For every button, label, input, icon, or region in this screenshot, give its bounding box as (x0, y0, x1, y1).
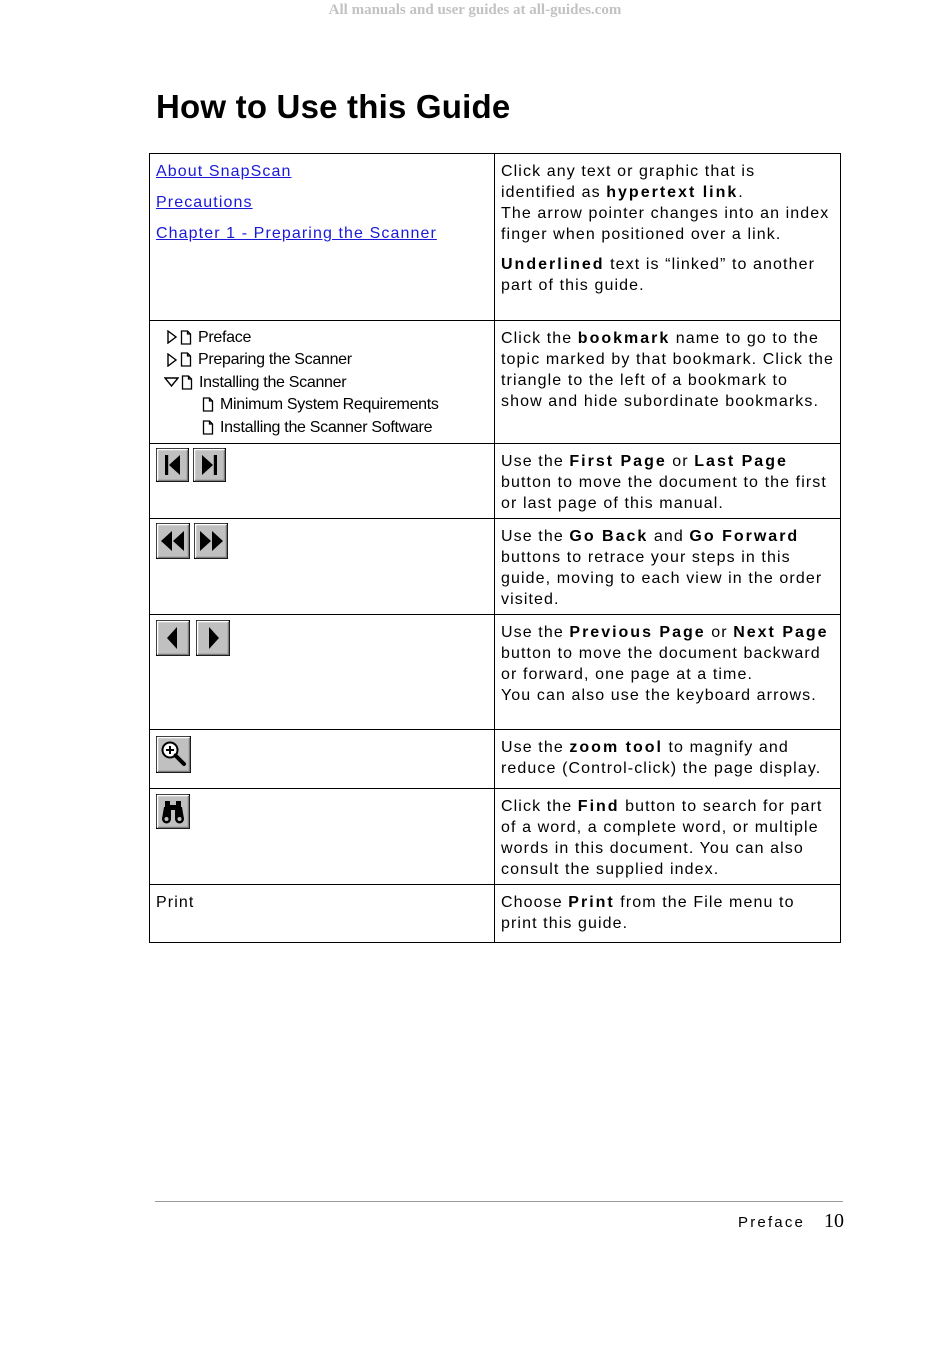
desc-text: Click the (501, 330, 578, 347)
desc-text: Use the (501, 624, 570, 641)
desc-text: or (666, 453, 695, 470)
row-find (150, 789, 841, 885)
desc-bold: Underlined (501, 256, 605, 273)
desc-text: Use the (501, 528, 570, 545)
desc-text: button to move the document to the first or last page of this manual. (501, 474, 827, 512)
desc-text: You can also use the keyboard arrows. (501, 687, 817, 704)
document-icon (180, 330, 192, 345)
desc-text: to magnify and reduce (Control-click) the page display. (501, 739, 822, 777)
first-page-icon[interactable] (156, 448, 189, 482)
bookmarks-description (495, 321, 841, 444)
link-about-snapscan[interactable]: About SnapScan (156, 163, 292, 180)
row-back-forward (150, 519, 841, 615)
desc-text: Click any text or graphic that is identified as (501, 163, 756, 201)
desc-bold: Next Page (733, 624, 829, 641)
desc-text: from the File menu to print this guide. (501, 894, 795, 932)
hypertext-description (495, 154, 841, 321)
bookmarks-example-cell (150, 321, 495, 444)
document-icon (180, 352, 192, 367)
desc-bold: Previous Page (569, 624, 706, 641)
print-label-cell (150, 885, 495, 943)
document-icon (202, 420, 214, 435)
bookmark-preface[interactable] (156, 326, 488, 349)
document-icon (202, 397, 214, 412)
triangle-right-icon[interactable] (166, 353, 178, 367)
bookmark-label: Minimum System Requirements (220, 396, 439, 414)
desc-text: name to go to the topic marked by that bookmark. Click the triangle to the left of a bookmark to show and hide subordinate bookmarks. (501, 330, 835, 410)
bookmark-preparing-scanner[interactable] (156, 349, 488, 372)
link-precautions[interactable]: Precautions (156, 194, 253, 211)
first-last-icons-cell (150, 444, 495, 519)
desc-text: Use the (501, 739, 570, 756)
footer-section-name: Preface (738, 1214, 806, 1231)
bookmark-label: Installing the Scanner Software (220, 418, 433, 436)
guide-table (149, 153, 841, 943)
desc-bold: Find (577, 798, 620, 815)
print-label: Print (156, 894, 195, 911)
previous-page-icon[interactable] (156, 620, 190, 654)
prev-next-description (495, 615, 841, 730)
desc-text: buttons to retrace your steps in this guide, moving to each view in the order visited. (501, 549, 823, 608)
desc-text: text is “linked” to another part of this guide. (501, 256, 816, 294)
row-prev-next (150, 615, 841, 730)
desc-bold: First Page (569, 453, 667, 470)
row-bookmarks (150, 321, 841, 444)
desc-bold: Print (568, 894, 615, 911)
desc-bold: zoom tool (569, 739, 663, 756)
desc-bold: Last Page (694, 453, 788, 470)
triangle-down-icon[interactable] (164, 375, 179, 389)
desc-text: Choose (501, 894, 569, 911)
desc-text: Use the (501, 453, 570, 470)
page-number: 10 (824, 1210, 844, 1232)
row-first-last (150, 444, 841, 519)
desc-text: Click the (501, 798, 578, 815)
binoculars-icon[interactable] (156, 794, 190, 829)
bookmark-minimum-requirements[interactable] (156, 394, 488, 417)
watermark: All manuals and user guides at all-guides.com (328, 2, 622, 18)
find-icon-cell (150, 789, 495, 885)
bookmark-label: Installing the Scanner (199, 373, 347, 391)
zoom-icon-cell (150, 730, 495, 789)
page-title: How to Use this Guide (156, 88, 511, 125)
desc-text: or (705, 624, 734, 641)
bookmark-installing-software[interactable] (156, 416, 488, 439)
desc-bold: Go Forward (689, 528, 800, 545)
prev-next-icons-cell (150, 615, 495, 730)
first-last-description (495, 444, 841, 519)
triangle-right-icon[interactable] (166, 330, 178, 344)
bookmark-label: Preface (198, 328, 252, 346)
link-chapter-1[interactable]: Chapter 1 - Preparing the Scanner (156, 225, 437, 242)
desc-text: button to move the document backward or forward, one page at a time. (501, 645, 821, 683)
desc-text: button to search for part of a word, a complete word, or multiple words in this document. You can also consult the supplied index. (501, 798, 823, 878)
next-page-icon[interactable] (196, 620, 230, 654)
bookmark-list (156, 326, 488, 439)
desc-bold: Go Back (569, 528, 649, 545)
go-back-icon[interactable] (156, 523, 190, 557)
zoom-icon[interactable] (156, 736, 191, 773)
desc-text: The arrow pointer changes into an index finger when positioned over a link. (501, 205, 830, 243)
bookmark-label: Preparing the Scanner (198, 351, 352, 369)
zoom-description (495, 730, 841, 789)
find-description (495, 789, 841, 885)
last-page-icon[interactable] (193, 448, 226, 482)
desc-bold: bookmark (577, 330, 671, 347)
row-hypertext (150, 154, 841, 321)
go-forward-icon[interactable] (194, 523, 228, 557)
hypertext-example-cell (150, 154, 495, 321)
back-forward-icons-cell (150, 519, 495, 615)
print-description (495, 885, 841, 943)
footer-divider (155, 1201, 843, 1202)
document-icon (181, 375, 193, 390)
desc-text: and (648, 528, 690, 545)
back-forward-description (495, 519, 841, 615)
desc-bold: hypertext link (606, 184, 739, 201)
row-print (150, 885, 841, 943)
bookmark-installing-scanner[interactable] (156, 371, 488, 394)
row-zoom (150, 730, 841, 789)
desc-text: . (738, 184, 744, 201)
